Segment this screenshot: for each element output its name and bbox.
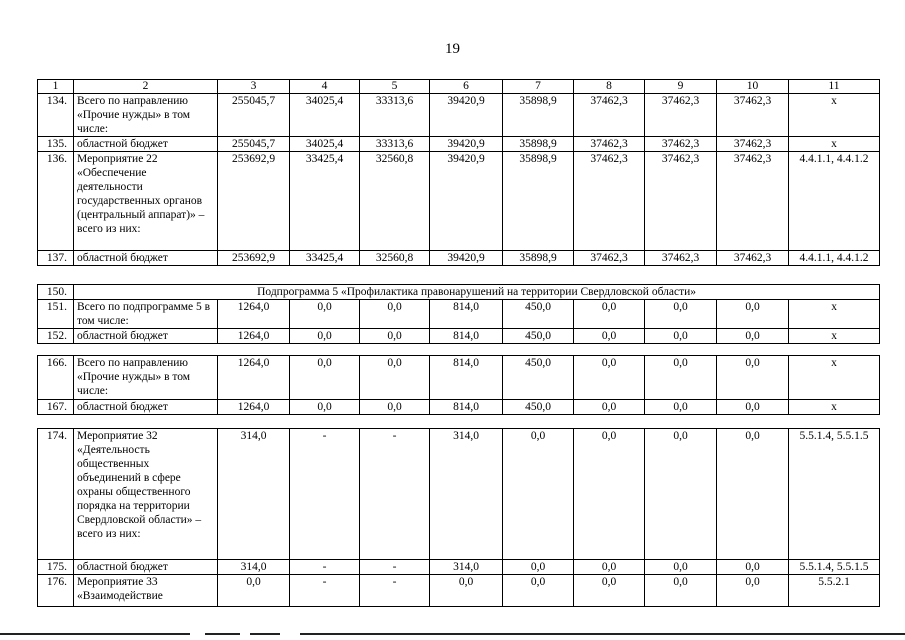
cell-value: 39420,9 [430,137,503,152]
cell-value: 37462,3 [717,251,789,266]
table-row [38,356,880,400]
cell-value: 0,0 [360,329,430,344]
row-number: 176. [38,575,74,607]
column-header: 1 [38,80,74,94]
cell-value: 0,0 [717,329,789,344]
table-block-4 [37,428,880,607]
cell-value: 314,0 [218,560,290,575]
cell-value: 37462,3 [717,152,789,251]
cell-target: х [789,400,880,415]
cell-value: 33313,6 [360,137,430,152]
scan-edge-line [250,633,280,635]
cell-value: - [360,560,430,575]
cell-value: 0,0 [717,400,789,415]
table-row [38,575,880,607]
cell-value: 35898,9 [503,137,574,152]
row-name: Мероприятие 32 «Деятельность общественных объединений в сфере охраны общественного порядка на территории Свердловской области» – всего из них: [74,429,218,560]
row-name: Всего по подпрограмме 5 в том числе: [74,300,218,329]
cell-value: 0,0 [360,400,430,415]
cell-value: 37462,3 [645,137,717,152]
cell-value: 0,0 [645,560,717,575]
column-header: 10 [717,80,789,94]
cell-value: 0,0 [717,300,789,329]
cell-value: 37462,3 [574,137,645,152]
cell-value: - [360,429,430,560]
cell-value: 1264,0 [218,400,290,415]
cell-value: 35898,9 [503,251,574,266]
cell-value: 33313,6 [360,94,430,137]
cell-target: 5.5.2.1 [789,575,880,607]
row-name: областной бюджет [74,329,218,344]
cell-value: 1264,0 [218,329,290,344]
cell-target: х [789,329,880,344]
table-row [38,329,880,344]
cell-value: 0,0 [290,400,360,415]
cell-value: 1264,0 [218,356,290,400]
column-header-row [38,80,880,94]
cell-value: 35898,9 [503,152,574,251]
table-row [38,152,880,251]
cell-value: 814,0 [430,300,503,329]
column-header: 9 [645,80,717,94]
cell-value: 0,0 [574,300,645,329]
cell-value: 814,0 [430,356,503,400]
cell-value: - [290,575,360,607]
row-name: областной бюджет [74,560,218,575]
row-number: 150. [38,285,74,300]
cell-value: 39420,9 [430,251,503,266]
cell-value: 37462,3 [645,152,717,251]
column-header: 11 [789,80,880,94]
scan-edge-line [205,633,240,635]
cell-value: 255045,7 [218,137,290,152]
cell-target: 5.5.1.4, 5.5.1.5 [789,560,880,575]
cell-target: 4.4.1.1, 4.4.1.2 [789,251,880,266]
cell-value: 32560,8 [360,251,430,266]
cell-value: 33425,4 [290,251,360,266]
column-header: 5 [360,80,430,94]
table-block-3 [37,355,880,415]
cell-value: 314,0 [218,429,290,560]
cell-value: 33425,4 [290,152,360,251]
cell-target: х [789,356,880,400]
cell-value: 32560,8 [360,152,430,251]
row-number: 166. [38,356,74,400]
cell-value: 314,0 [430,560,503,575]
column-header: 6 [430,80,503,94]
cell-value: 450,0 [503,300,574,329]
cell-value: 37462,3 [717,137,789,152]
cell-value: 0,0 [645,329,717,344]
cell-target: 4.4.1.1, 4.4.1.2 [789,152,880,251]
cell-value: 0,0 [717,560,789,575]
cell-value: 34025,4 [290,137,360,152]
row-name: областной бюджет [74,400,218,415]
cell-value: 0,0 [503,575,574,607]
cell-value: 0,0 [574,356,645,400]
row-number: 152. [38,329,74,344]
cell-value: 314,0 [430,429,503,560]
cell-value: 0,0 [360,356,430,400]
cell-value: 0,0 [574,400,645,415]
cell-value: 35898,9 [503,94,574,137]
row-name: Всего по направлению «Прочие нужды» в том числе: [74,356,218,400]
table-row [38,560,880,575]
column-header: 2 [74,80,218,94]
row-number: 136. [38,152,74,251]
scan-edge-line [300,633,905,635]
page-number: 19 [445,41,460,57]
cell-value: 37462,3 [645,251,717,266]
cell-target: х [789,300,880,329]
row-name: Мероприятие 22 «Обеспечение деятельности государственных органов (центральный аппарат)» – всего из них: [74,152,218,251]
cell-target: х [789,137,880,152]
cell-value: 253692,9 [218,152,290,251]
cell-value: 0,0 [645,400,717,415]
cell-value: - [360,575,430,607]
row-number: 134. [38,94,74,137]
table-block-1 [37,79,880,266]
cell-value: 37462,3 [645,94,717,137]
column-header: 7 [503,80,574,94]
cell-value: 0,0 [503,429,574,560]
cell-value: 0,0 [645,356,717,400]
row-number: 167. [38,400,74,415]
cell-value: 450,0 [503,356,574,400]
subprogram-row [38,285,880,300]
cell-value: 39420,9 [430,94,503,137]
cell-value: 0,0 [218,575,290,607]
cell-value: 814,0 [430,400,503,415]
row-name: Всего по направлению «Прочие нужды» в том числе: [74,94,218,137]
cell-value: 0,0 [503,560,574,575]
row-name: областной бюджет [74,251,218,266]
cell-value: 37462,3 [574,251,645,266]
cell-value: 0,0 [645,429,717,560]
table-row [38,137,880,152]
scan-edge-line [0,633,190,635]
cell-target: х [789,94,880,137]
cell-value: 253692,9 [218,251,290,266]
table-block-2 [37,284,880,344]
cell-value: 0,0 [360,300,430,329]
cell-value: 1264,0 [218,300,290,329]
cell-value: - [290,429,360,560]
column-header: 4 [290,80,360,94]
cell-value: 0,0 [574,429,645,560]
row-number: 135. [38,137,74,152]
cell-value: 255045,7 [218,94,290,137]
row-number: 137. [38,251,74,266]
cell-value: 0,0 [574,575,645,607]
subprogram-title: Подпрограмма 5 «Профилактика правонарушений на территории Свердловской области» [74,285,880,300]
cell-target: 5.5.1.4, 5.5.1.5 [789,429,880,560]
row-number: 175. [38,560,74,575]
cell-value: 0,0 [645,300,717,329]
cell-value: 0,0 [290,300,360,329]
cell-value: 0,0 [717,429,789,560]
cell-value: 39420,9 [430,152,503,251]
column-header: 8 [574,80,645,94]
table-row [38,400,880,415]
cell-value: 814,0 [430,329,503,344]
cell-value: 0,0 [290,329,360,344]
cell-value: 37462,3 [574,94,645,137]
row-name: Мероприятие 33 «Взаимодействие [74,575,218,607]
cell-value: 0,0 [645,575,717,607]
table-row [38,94,880,137]
cell-value: 0,0 [574,329,645,344]
cell-value: 450,0 [503,329,574,344]
row-number: 174. [38,429,74,560]
cell-value: 0,0 [717,575,789,607]
table-row [38,300,880,329]
table-row [38,429,880,560]
row-name: областной бюджет [74,137,218,152]
cell-value: 0,0 [290,356,360,400]
cell-value: 0,0 [717,356,789,400]
cell-value: - [290,560,360,575]
cell-value: 0,0 [574,560,645,575]
cell-value: 450,0 [503,400,574,415]
cell-value: 34025,4 [290,94,360,137]
column-header: 3 [218,80,290,94]
cell-value: 37462,3 [717,94,789,137]
row-number: 151. [38,300,74,329]
table-row [38,251,880,266]
cell-value: 0,0 [430,575,503,607]
cell-value: 37462,3 [574,152,645,251]
